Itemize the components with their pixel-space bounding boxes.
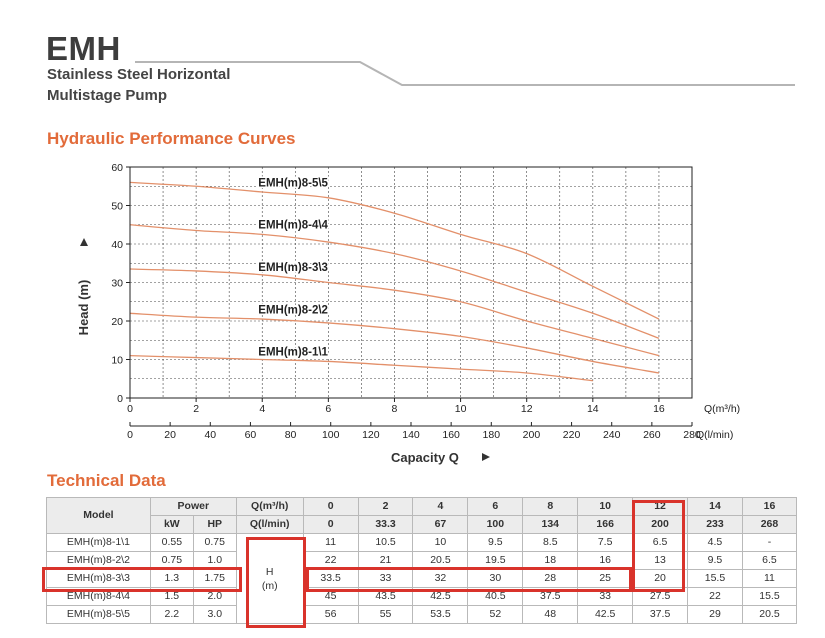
y-tick-label: 60 bbox=[111, 162, 123, 174]
head-cell: 37.5 bbox=[523, 588, 578, 606]
head-cell: 18 bbox=[523, 552, 578, 570]
product-subtitle-line1: Stainless Steel Horizontal bbox=[47, 66, 231, 83]
x-tick-label-m3h: 0 bbox=[127, 403, 133, 415]
x-tick-label-m3h: 4 bbox=[259, 403, 266, 415]
table-row bbox=[47, 552, 797, 570]
kw-cell: 0.55 bbox=[150, 534, 193, 552]
head-cell: 43.5 bbox=[358, 588, 413, 606]
chart-labels bbox=[76, 162, 740, 465]
q-m3h-cell: 10 bbox=[578, 498, 633, 516]
q-lmin-cell: 166 bbox=[578, 516, 633, 534]
head-cell: 55 bbox=[358, 606, 413, 624]
q-lmin-cell: 268 bbox=[742, 516, 796, 534]
head-cell: 33.5 bbox=[303, 570, 358, 588]
head-cell: 56 bbox=[303, 606, 358, 624]
x-tick-label-lmin: 80 bbox=[284, 429, 297, 441]
head-cell: 6.5 bbox=[633, 534, 688, 552]
x-tick-label-lmin: 160 bbox=[442, 429, 460, 441]
head-cell: 20 bbox=[633, 570, 688, 588]
head-cell: 30 bbox=[468, 570, 523, 588]
kw-cell: 1.3 bbox=[150, 570, 193, 588]
head-cell: 40.5 bbox=[468, 588, 523, 606]
q-lmin-header: Q(l/min) bbox=[236, 516, 303, 534]
x-tick-label-lmin: 240 bbox=[602, 429, 621, 441]
head-cell: 27.5 bbox=[633, 588, 688, 606]
head-cell: 10 bbox=[413, 534, 468, 552]
kw-cell: 2.2 bbox=[150, 606, 193, 624]
head-cell: 21 bbox=[358, 552, 413, 570]
head-cell: 9.5 bbox=[468, 534, 523, 552]
head-cell: 6.5 bbox=[742, 552, 796, 570]
technical-data-table bbox=[46, 497, 797, 624]
y-axis-arrow-icon bbox=[80, 238, 88, 246]
series-label: EMH(m)8-2\2 bbox=[258, 304, 328, 317]
head-cell: 37.5 bbox=[633, 606, 688, 624]
x-tick-label-lmin: 180 bbox=[482, 429, 501, 441]
head-cell: 48 bbox=[523, 606, 578, 624]
x-unit-bottom: Q(l/min) bbox=[696, 429, 734, 441]
head-label-unit: (m) bbox=[261, 579, 278, 592]
x-tick-label-lmin: 120 bbox=[362, 429, 380, 441]
head-cell: 15.5 bbox=[688, 570, 743, 588]
y-tick-label: 10 bbox=[111, 354, 123, 367]
model-cell: EMH(m)8-2\2 bbox=[47, 552, 151, 570]
series-label: EMH(m)8-1\1 bbox=[258, 346, 328, 359]
head-cell: 16 bbox=[578, 552, 633, 570]
q-m3h-cell: 16 bbox=[742, 498, 796, 516]
chart-grid bbox=[126, 167, 692, 426]
head-cell: 10.5 bbox=[358, 534, 413, 552]
table-row bbox=[47, 606, 797, 624]
model-cell: EMH(m)8-4\4 bbox=[47, 588, 151, 606]
q-m3h-cell: 4 bbox=[413, 498, 468, 516]
x-tick-label-m3h: 14 bbox=[586, 403, 599, 415]
head-cell: 33 bbox=[358, 570, 413, 588]
head-cell: 15.5 bbox=[742, 588, 796, 606]
curves-section-title: Hydraulic Performance Curves bbox=[47, 129, 296, 148]
y-tick-label: 50 bbox=[111, 200, 123, 213]
q-m3h-cell: 2 bbox=[358, 498, 413, 516]
table-header-row-1 bbox=[47, 498, 797, 516]
table-row bbox=[47, 588, 797, 606]
head-cell: 13 bbox=[633, 552, 688, 570]
kw-cell: 0.75 bbox=[150, 552, 193, 570]
hp-cell: 1.75 bbox=[193, 570, 236, 588]
head-cell: 20.5 bbox=[413, 552, 468, 570]
head-cell: 8.5 bbox=[523, 534, 578, 552]
q-lmin-cell: 33.3 bbox=[358, 516, 413, 534]
series-label: EMH(m)8-4\4 bbox=[258, 219, 328, 232]
y-tick-label: 20 bbox=[111, 316, 123, 328]
model-cell: EMH(m)8-1\1 bbox=[47, 534, 151, 552]
y-axis-title: Head (m) bbox=[76, 279, 91, 336]
x-tick-label-lmin: 260 bbox=[643, 429, 661, 441]
head-cell: 32 bbox=[413, 570, 468, 588]
hp-cell: 2.0 bbox=[193, 588, 236, 606]
head-cell: 4.5 bbox=[688, 534, 743, 552]
head-cell: 33 bbox=[578, 588, 633, 606]
q-m3h-cell: 12 bbox=[633, 498, 688, 516]
x-tick-label-lmin: 280 bbox=[683, 429, 701, 441]
hp-cell: 0.75 bbox=[193, 534, 236, 552]
q-m3h-cell: 14 bbox=[688, 498, 743, 516]
head-cell: 42.5 bbox=[413, 588, 468, 606]
x-tick-label-lmin: 40 bbox=[204, 429, 217, 441]
head-cell: 22 bbox=[303, 552, 358, 570]
x-tick-label-m3h: 6 bbox=[325, 403, 332, 415]
x-tick-label-m3h: 10 bbox=[454, 403, 467, 415]
hp-cell: 3.0 bbox=[193, 606, 236, 624]
head-cell: 28 bbox=[523, 570, 578, 588]
x-tick-label-lmin: 200 bbox=[522, 429, 541, 441]
x-axis-arrow-icon bbox=[482, 453, 490, 461]
head-label-h: H bbox=[265, 565, 274, 578]
model-header: Model bbox=[47, 498, 151, 534]
table-header-row-2 bbox=[47, 516, 797, 534]
y-tick-label: 40 bbox=[111, 239, 123, 251]
hp-header: HP bbox=[193, 516, 236, 534]
head-cell: 22 bbox=[688, 588, 743, 606]
tech-section-title: Technical Data bbox=[47, 471, 166, 490]
head-cell: - bbox=[742, 534, 796, 552]
kw-header: kW bbox=[150, 516, 193, 534]
x-tick-label-m3h: 16 bbox=[653, 403, 665, 415]
product-subtitle-line2: Multistage Pump bbox=[47, 87, 168, 104]
q-m3h-cell: 6 bbox=[468, 498, 523, 516]
x-tick-label-lmin: 60 bbox=[244, 429, 257, 441]
series-label: EMH(m)8-3\3 bbox=[258, 261, 328, 274]
head-cell: 20.5 bbox=[742, 606, 796, 624]
head-cell: 29 bbox=[688, 606, 743, 624]
hp-cell: 1.0 bbox=[193, 552, 236, 570]
head-cell: 7.5 bbox=[578, 534, 633, 552]
head-cell: 52 bbox=[468, 606, 523, 624]
head-cell: 45 bbox=[303, 588, 358, 606]
x-tick-label-m3h: 12 bbox=[520, 403, 533, 415]
header-divider bbox=[0, 0, 825, 100]
head-cell: 9.5 bbox=[688, 552, 743, 570]
x-tick-label-lmin: 0 bbox=[127, 429, 133, 441]
q-m3h-header: Q(m³/h) bbox=[236, 498, 303, 516]
x-tick-label-lmin: 140 bbox=[402, 429, 420, 441]
head-cell: 53.5 bbox=[413, 606, 468, 624]
series-label: EMH(m)8-5\5 bbox=[258, 177, 328, 190]
y-tick-label: 30 bbox=[111, 277, 123, 290]
q-lmin-cell: 0 bbox=[303, 516, 358, 534]
head-label-cell bbox=[236, 534, 303, 624]
q-lmin-cell: 100 bbox=[468, 516, 523, 534]
performance-chart bbox=[0, 150, 825, 470]
x-tick-label-m3h: 2 bbox=[193, 403, 200, 415]
table-row bbox=[47, 570, 797, 588]
x-tick-label-lmin: 100 bbox=[321, 429, 340, 441]
series-curve bbox=[130, 182, 659, 319]
y-tick-label: 0 bbox=[117, 393, 123, 405]
q-m3h-cell: 8 bbox=[523, 498, 578, 516]
q-lmin-cell: 200 bbox=[633, 516, 688, 534]
head-cell: 25 bbox=[578, 570, 633, 588]
head-cell: 19.5 bbox=[468, 552, 523, 570]
q-lmin-cell: 134 bbox=[523, 516, 578, 534]
model-cell: EMH(m)8-5\5 bbox=[47, 606, 151, 624]
product-title: EMH bbox=[46, 30, 121, 67]
head-cell: 42.5 bbox=[578, 606, 633, 624]
x-tick-label-m3h: 8 bbox=[391, 403, 398, 415]
model-cell: EMH(m)8-3\3 bbox=[47, 570, 151, 588]
q-m3h-cell: 0 bbox=[303, 498, 358, 516]
kw-cell: 1.5 bbox=[150, 588, 193, 606]
x-axis-title: Capacity Q bbox=[391, 450, 459, 465]
x-tick-label-lmin: 20 bbox=[164, 429, 176, 441]
head-cell: 11 bbox=[303, 534, 358, 552]
head-cell: 11 bbox=[742, 570, 796, 588]
q-lmin-cell: 67 bbox=[413, 516, 468, 534]
x-unit-top: Q(m³/h) bbox=[704, 403, 741, 415]
power-header: Power bbox=[150, 498, 236, 516]
table-row bbox=[47, 534, 797, 552]
q-lmin-cell: 233 bbox=[688, 516, 743, 534]
x-tick-label-lmin: 220 bbox=[562, 429, 581, 441]
